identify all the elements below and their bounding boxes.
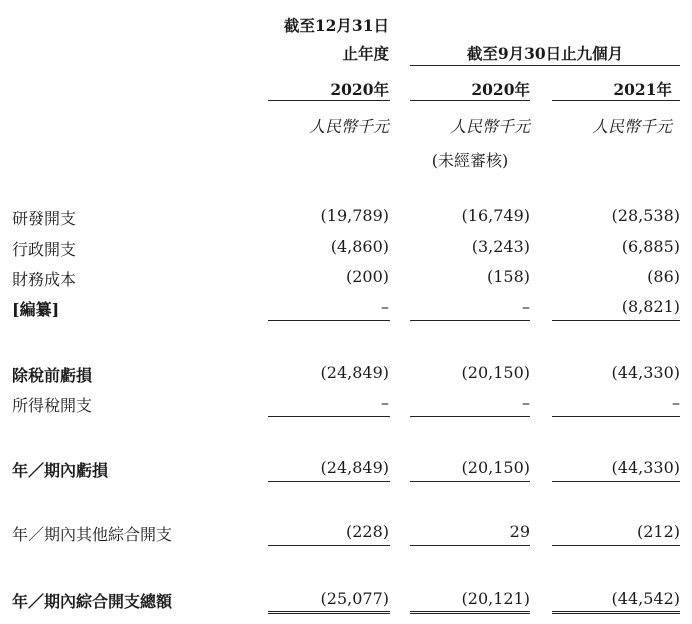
year-rule-3 xyxy=(552,100,680,101)
cell-loss-2020-year: (24,849) xyxy=(320,458,389,477)
row-label-income-tax: 所得稅開支 xyxy=(12,396,93,415)
cell-redacted-2020-9m: – xyxy=(522,297,530,316)
cell-finance-2020-9m: (158) xyxy=(486,267,530,286)
tax-rule-1 xyxy=(268,416,390,417)
nine-month-header-rule xyxy=(410,65,680,66)
cell-admin-2021-9m: (6,885) xyxy=(621,237,680,256)
cell-total-2021-9m: (44,542) xyxy=(611,589,680,608)
cell-oci-2020-9m: 29 xyxy=(509,522,530,541)
cell-loss-2020-9m: (20,150) xyxy=(461,458,530,477)
oci-rule-1 xyxy=(268,545,390,546)
row-label-admin: 行政開支 xyxy=(12,240,77,259)
cell-total-2020-9m: (20,121) xyxy=(461,589,530,608)
row-label-total-comprehensive: 年／期內綜合開支總額 xyxy=(12,592,173,611)
loss-rule-3 xyxy=(552,481,680,482)
cell-tax-2021-9m: – xyxy=(672,393,680,412)
row-label-finance-cost: 財務成本 xyxy=(12,270,77,289)
row-label-other-comprehensive: 年／期內其他綜合開支 xyxy=(12,525,173,544)
col1-header-line2: 止年度 xyxy=(342,44,389,63)
unit-label-2: 人民幣千元 xyxy=(449,117,530,136)
year-header-2: 2020年 xyxy=(471,80,530,99)
cell-rnd-2020-year: (19,789) xyxy=(320,206,389,225)
tax-rule-3 xyxy=(552,416,680,417)
cell-admin-2020-year: (4,860) xyxy=(330,237,389,256)
row-label-loss-before-tax: 除稅前虧損 xyxy=(12,366,93,385)
year-header-3: 2021年 xyxy=(613,80,672,99)
row-label-rnd: 研發開支 xyxy=(12,209,77,228)
cell-admin-2020-9m: (3,243) xyxy=(471,237,530,256)
subtotal-rule-3 xyxy=(552,320,680,321)
oci-rule-3 xyxy=(552,545,680,546)
year-rule-1 xyxy=(268,100,390,101)
subtotal-rule-1 xyxy=(268,320,390,321)
unit-label-3: 人民幣千元 xyxy=(591,117,672,136)
row-label-redacted: [編纂] xyxy=(12,300,60,319)
unit-label-1: 人民幣千元 xyxy=(308,117,389,136)
total-double-rule-1 xyxy=(268,611,390,617)
cell-tax-2020-year: – xyxy=(381,393,389,412)
cell-rnd-2021-9m: (28,538) xyxy=(611,206,680,225)
subtotal-rule-2 xyxy=(410,320,530,321)
total-double-rule-2 xyxy=(410,611,530,617)
cell-oci-2021-9m: (212) xyxy=(636,522,680,541)
cell-lbt-2021-9m: (44,330) xyxy=(611,363,680,382)
cell-total-2020-year: (25,077) xyxy=(320,589,389,608)
cell-rnd-2020-9m: (16,749) xyxy=(461,206,530,225)
nine-month-header: 截至9月30日止九個月 xyxy=(466,44,624,63)
row-label-loss-for-period: 年／期內虧損 xyxy=(12,461,109,480)
oci-rule-2 xyxy=(410,545,530,546)
cell-loss-2021-9m: (44,330) xyxy=(611,458,680,477)
cell-redacted-2021-9m: (8,821) xyxy=(621,297,680,316)
unaudited-note: (未經審核) xyxy=(431,151,509,170)
cell-oci-2020-year: (228) xyxy=(345,522,389,541)
cell-lbt-2020-year: (24,849) xyxy=(320,363,389,382)
year-header-1: 2020年 xyxy=(330,80,389,99)
loss-rule-2 xyxy=(410,481,530,482)
total-double-rule-3 xyxy=(552,611,680,617)
tax-rule-2 xyxy=(410,416,530,417)
cell-tax-2020-9m: – xyxy=(522,393,530,412)
loss-rule-1 xyxy=(268,481,390,482)
cell-finance-2021-9m: (86) xyxy=(647,267,680,286)
cell-redacted-2020-year: – xyxy=(381,297,389,316)
year-rule-2 xyxy=(410,100,530,101)
cell-finance-2020-year: (200) xyxy=(345,267,389,286)
col1-header-line1: 截至12月31日 xyxy=(283,16,389,35)
cell-lbt-2020-9m: (20,150) xyxy=(461,363,530,382)
